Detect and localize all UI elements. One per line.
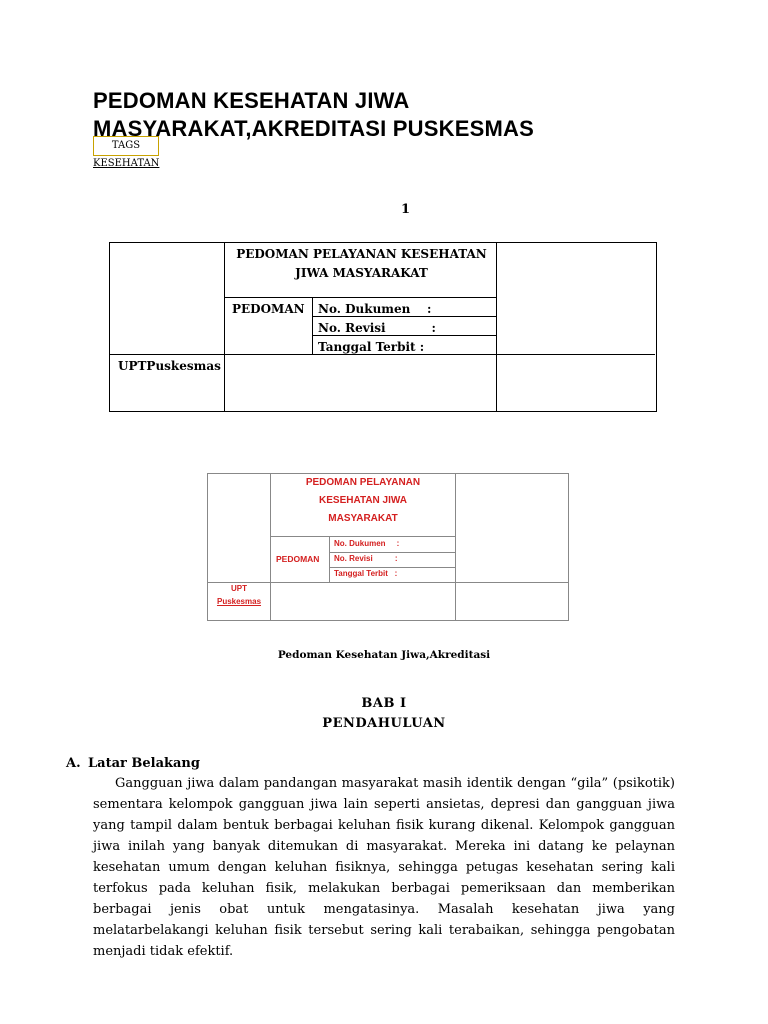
figure-no-revisi-label: No. Revisi : [334,554,398,563]
table-divider [312,316,496,317]
figure-divider [329,536,330,582]
section-letter: A. [66,756,81,771]
chapter-title: PENDAHULUAN [322,716,446,731]
figure-pedoman-label: PEDOMAN [276,554,320,564]
figure-heading-line: MASYARAKAT [328,513,398,524]
pedoman-label: PEDOMAN [232,302,305,316]
figure-heading-line: PEDOMAN PELAYANAN [305,477,421,488]
upt-puskesmas-label: UPTPuskesmas [118,359,221,373]
tanggal-terbit-label: Tanggal Terbit : [318,340,425,354]
chapter-number: BAB I [361,696,407,711]
document-header-figure [207,473,569,621]
figure-tanggal-terbit-label: Tanggal Terbit : [334,569,398,578]
figure-heading [270,474,456,528]
table-heading-line: PEDOMAN PELAYANAN KESEHATAN [236,247,487,261]
section-heading [66,756,200,771]
table-divider [312,335,496,336]
figure-caption: Pedoman Kesehatan Jiwa,Akreditasi [277,649,491,661]
tags-label: TAGS [93,136,159,156]
figure-divider [329,567,455,568]
table-divider [110,354,655,355]
table-divider [224,297,496,298]
page-number: 1 [401,202,411,217]
document-header-table [109,242,657,412]
figure-divider [270,536,455,537]
figure-no-dokumen-label: No. Dukumen : [334,539,400,548]
table-divider [312,297,313,355]
table-heading [225,245,498,283]
no-revisi-label: No. Revisi : [318,321,436,335]
no-dokumen-label: No. Dukumen : [318,302,432,316]
document-title: PEDOMAN KESEHATAN JIWA MASYARAKAT,AKREDITASI PUSKESMAS [93,88,534,141]
figure-divider [208,582,568,583]
table-heading-line: JIWA MASYARAKAT [295,266,428,280]
figure-upt-label: UPT [231,584,247,593]
section-title: Latar Belakang [88,756,200,771]
tag-link-kesehatan[interactable]: KESEHATAN [93,158,160,169]
figure-heading-line: KESEHATAN JIWA [319,495,407,506]
figure-puskesmas-label: Puskesmas [216,597,262,606]
figure-divider [329,552,455,553]
body-paragraph: Gangguan jiwa dalam pandangan masyarakat masih identik dengan “gila” (psikotik) sementara kelompok gangguan jiwa lain seperti ansietas, depresi dan gangguan jiwa yang tampil dalam bentuk berbagai keluhan fisik kurang dikenal. Kelompok gangguan jiwa inilah yang banyak ditemukan di masyarakat. Mereka ini datang ke pelaynan kesehatan umum dengan keluhan fisiknya, sehingga petugas kesehatan sering kali terfokus pada keluhan fisik, melakukan berbagai pemeriksaan dan memberikan berbagai jenis obat untuk mengatasinya. Masalah kesehatan jiwa yang melatarbelakangi keluhan fisik tersebut sering kali terabaikan, sehingga pengobatan menjadi tidak efektif. [93,776,675,959]
